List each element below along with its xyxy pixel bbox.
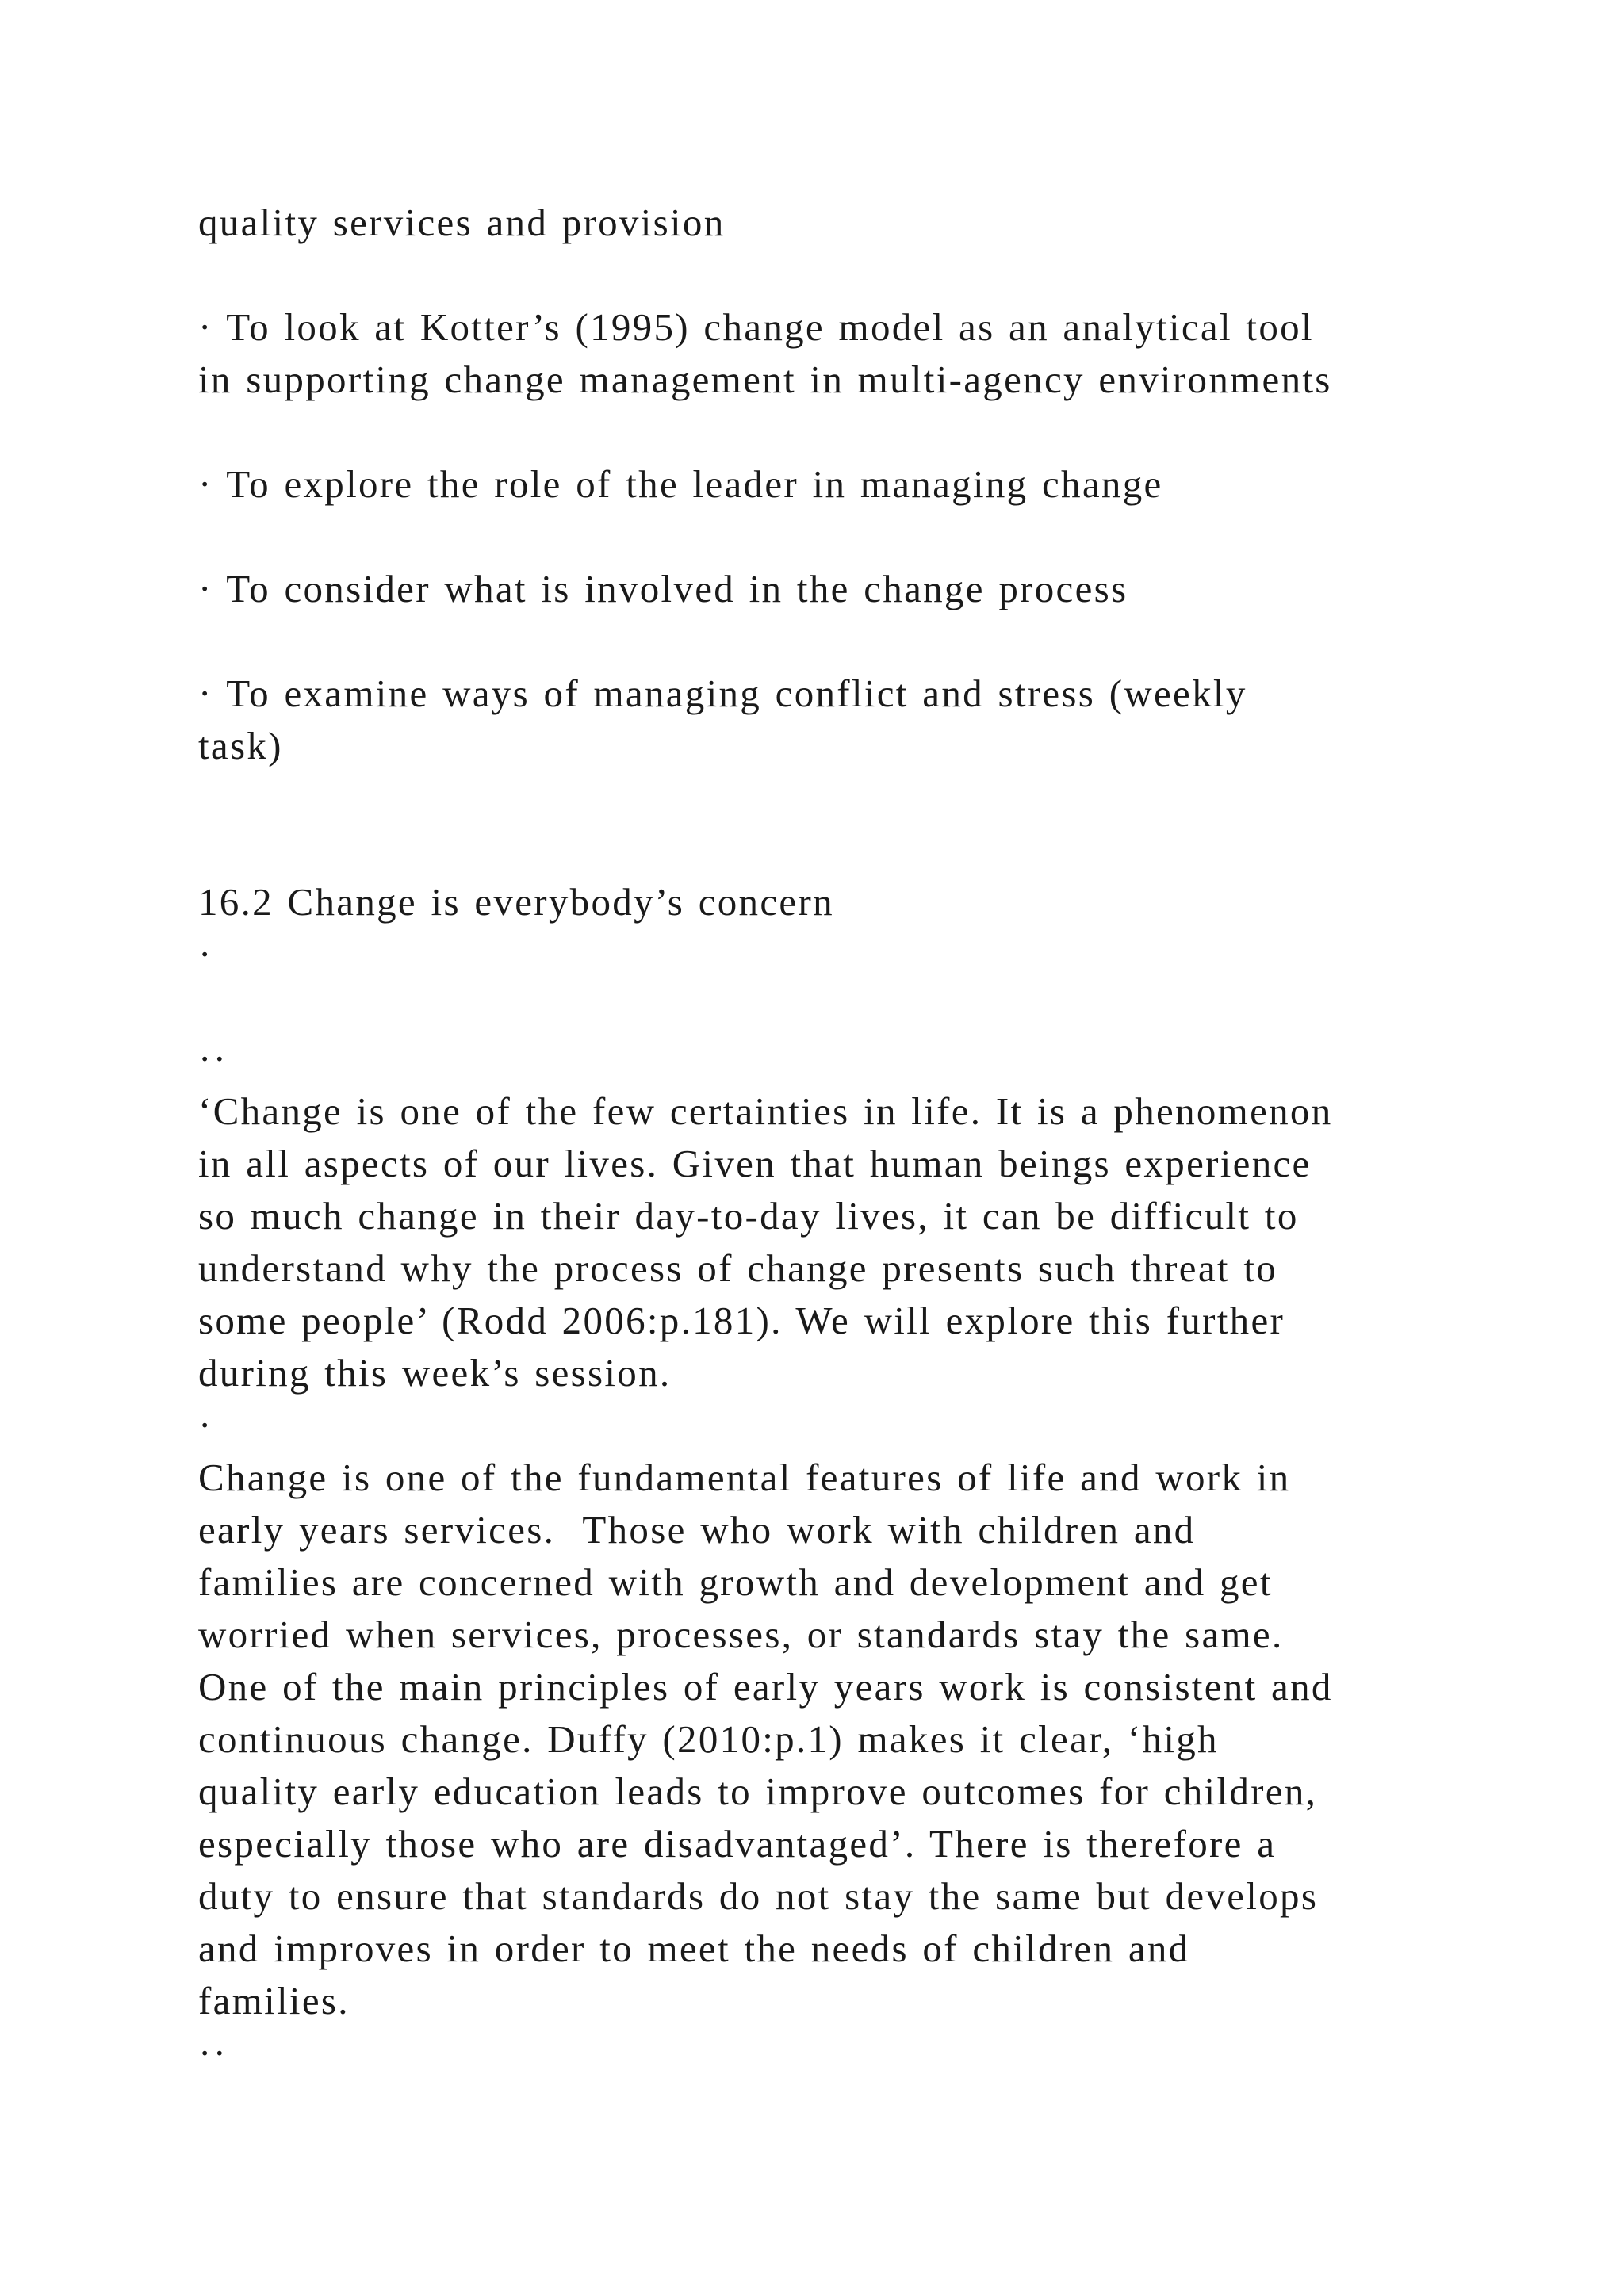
separator-dot: · (198, 932, 213, 976)
section-heading: 16.2 Change is everybody’s concern (198, 880, 834, 924)
text-line: task) (198, 724, 283, 767)
text-line: some people’ (Rodd 2006:p.181). We will explore this further (198, 1299, 1285, 1342)
text-line: especially those who are disadvantaged’. There is therefore a (198, 1822, 1277, 1866)
separator-dot: · (198, 1403, 213, 1447)
text-line: families are concerned with growth and development and get (198, 1560, 1273, 1604)
text-line: quality services and provision (198, 201, 726, 244)
bullet-item: · To explore the role of the leader in managing change (198, 462, 1163, 506)
text-line: worried when services, processes, or standards stay the same. (198, 1613, 1284, 1656)
text-line: continuous change. Duffy (2010:p.1) makes it clear, ‘high (198, 1717, 1219, 1761)
text-line: families. (198, 1979, 350, 2022)
text-line: duty to ensure that standards do not stay the same but develops (198, 1874, 1319, 1918)
text-line: in all aspects of our lives. Given that human beings experience (198, 1142, 1312, 1185)
text-line: Change is one of the fundamental features of life and work in (198, 1456, 1291, 1499)
text-line: in supporting change management in multi-agency environments (198, 358, 1332, 401)
text-line: early years services. Those who work with children and (198, 1508, 1196, 1552)
text-line: understand why the process of change presents such threat to (198, 1246, 1278, 1290)
text-line: ‘Change is one of the few certainties in life. It is a phenomenon (198, 1089, 1333, 1133)
text-line: One of the main principles of early years work is consistent and (198, 1665, 1333, 1709)
separator-dots: ·· (198, 2031, 228, 2075)
separator-dots: ·· (198, 1037, 228, 1081)
bullet-item: · To examine ways of managing conflict and stress (weekly (198, 672, 1247, 715)
text-line: so much change in their day-to-day lives, it can be difficult to (198, 1194, 1299, 1238)
text-line: and improves in order to meet the needs of children and (198, 1927, 1190, 1970)
bullet-item: · To consider what is involved in the change process (198, 567, 1128, 610)
text-line: quality early education leads to improve outcomes for children, (198, 1770, 1318, 1813)
bullet-item: · To look at Kotter’s (1995) change model as an analytical tool (198, 305, 1314, 349)
text-line: during this week’s session. (198, 1351, 672, 1395)
